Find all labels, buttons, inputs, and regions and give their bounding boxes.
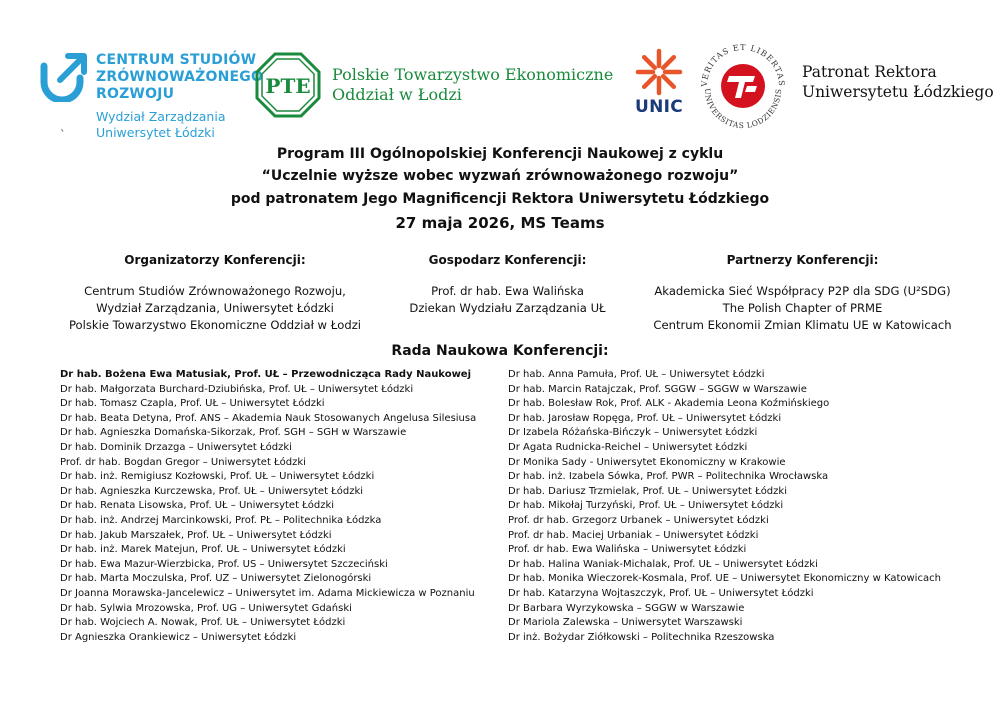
ul-seal-logo: [697, 40, 789, 132]
council-member: Dr hab. Dariusz Trzmielak, Prof. UŁ – Uniwersytet Łódzki: [508, 485, 787, 497]
host-section: [390, 252, 625, 317]
host-line: Prof. dr hab. Ewa Walińska: [431, 284, 584, 298]
council-member: Dr hab. Agnieszka Domańska-Sikorzak, Prof. SGH – SGH w Warszawie: [60, 427, 407, 439]
host-line: Dziekan Wydziału Zarządzania UŁ: [409, 301, 606, 315]
council-member: Dr hab. Bolesław Rok, Prof. ALK - Akademia Leona Koźmińskiego: [508, 398, 830, 410]
council-member: Dr Monika Sady - Uniwersytet Ekonomiczny w Krakowie: [508, 456, 786, 468]
council-member: Dr hab. Wojciech A. Nowak, Prof. UŁ – Uniwersytet Łódzki: [60, 617, 346, 629]
organizer-line: Centrum Studiów Zrównoważonego Rozwoju,: [84, 284, 346, 298]
council-member: Dr hab. Katarzyna Wojtaszczyk, Prof. UŁ – Uniwersytet Łódzki: [508, 587, 814, 599]
council-member: Dr hab. Mikołaj Turzyński, Prof. UŁ – Uniwersytet Łódzki: [508, 500, 784, 512]
council-member: Dr hab. Anna Pamuła, Prof. UŁ – Uniwersytet Łódzki: [508, 369, 765, 380]
council-member: Dr hab. Bożena Ewa Matusiak, Prof. UŁ – Przewodnicząca Rady Naukowej: [60, 369, 472, 380]
council-member: Dr Agata Rudnicka-Reichel – Uniwersytet Łódzki: [508, 441, 748, 453]
council-member: Dr hab. inż. Izabela Sówka, Prof. PWR – Politechnika Wrocławska: [508, 471, 829, 483]
stray-mark: `: [60, 128, 66, 141]
organizer-line: Wydział Zarządzania, Uniwersytet Łódzki: [96, 301, 334, 315]
council-member: Dr hab. Jakub Marszałek, Prof. UŁ – Uniwersytet Łódzki: [60, 529, 332, 541]
council-member: Dr hab. Dominik Drzazga – Uniwersytet Łódzki: [60, 441, 292, 453]
council-member: Prof. dr hab. Ewa Walińska – Uniwersytet Łódzki: [508, 544, 747, 556]
pte-emblem-icon: [255, 52, 321, 118]
ul-seal-icon: [697, 40, 789, 132]
pte-logo: [255, 52, 635, 120]
unic-star-icon: [632, 48, 686, 96]
organizers-heading: Organizatorzy Konferencji:: [124, 253, 306, 267]
conference-date: 27 maja 2026, MS Teams: [395, 214, 605, 232]
conference-title: “Uczelnie wyższe wobec wyzwań zrównoważonego rozwoju”: [261, 168, 739, 184]
council-member: Dr hab. Ewa Mazur-Wierzbicka, Prof. US – Uniwersytet Szczeciński: [60, 558, 388, 570]
unic-label: UNIC: [634, 97, 684, 117]
organizer-line: Polskie Towarzystwo Ekonomiczne Oddział w Łodzi: [68, 318, 362, 332]
program-title: Program III Ogólnopolskiej Konferencji Naukowej z cyklu: [276, 146, 724, 162]
council-member: Dr Barbara Wyrzykowska – SGGW w Warszawie: [508, 602, 745, 614]
council-heading: Rada Naukowa Konferencji:: [391, 343, 609, 359]
council-member: Dr hab. Jarosław Ropęga, Prof. UŁ – Uniwersytet Łódzki: [508, 412, 782, 424]
council-member: Dr hab. Tomasz Czapla, Prof. UŁ – Uniwersytet Łódzki: [60, 398, 325, 410]
csr-sub-line: Wydział Zarządzania: [96, 109, 226, 124]
csr-title-line: CENTRUM STUDIÓW: [96, 52, 257, 68]
csr-arrow-icon: [38, 50, 90, 102]
council-member: Dr hab. inż. Marek Matejun, Prof. UŁ – Uniwersytet Łódzki: [60, 544, 346, 556]
patronage-line: Uniwersytetu Łódzkiego: [802, 83, 994, 101]
partner-line: Akademicka Sieć Współpracy P2P dla SDG (U²SDG): [654, 284, 951, 298]
svg-text:VERITAS ET LIBERTAS: VERITAS ET LIBERTAS: [699, 42, 787, 88]
council-member: Dr hab. inż. Andrzej Marcinkowski, Prof. PŁ – Politechnika Łódzka: [60, 514, 382, 526]
partners-heading: Partnerzy Konferencji:: [726, 253, 879, 267]
csr-title-line: ZRÓWNOWAŻONEGO: [96, 69, 264, 85]
council-member: Dr hab. Halina Waniak-Michalak, Prof. UŁ – Uniwersytet Łódzki: [508, 558, 818, 570]
patronage-line: Patronat Rektora: [802, 63, 937, 81]
patronage-text: [802, 62, 994, 102]
council-member: Dr Izabela Różańska-Bińczyk – Uniwersytet Łódzki: [508, 427, 758, 439]
csr-logo: [38, 48, 268, 143]
council-member: Prof. dr hab. Maciej Urbaniak – Uniwersytet Łódzki: [508, 529, 759, 541]
organizers-section: [55, 252, 375, 334]
council-member: Dr Mariola Zalewska – Uniwersytet Warszawski: [508, 617, 743, 629]
council-member: Dr hab. Renata Lisowska, Prof. UŁ – Uniwersytet Łódzki: [60, 500, 335, 512]
council-member: Dr hab. Małgorzata Burchard-Dziubińska, Prof. UŁ – Uniwersytet Łódzki: [60, 383, 414, 395]
council-member: Dr hab. Beata Detyna, Prof. ANS – Akademia Nauk Stosowanych Angelusa Silesiusa: [60, 412, 477, 424]
pte-emblem-text: PTE: [265, 74, 311, 98]
partners-section: [640, 252, 965, 334]
unic-logo: [632, 48, 686, 120]
csr-sub-line: Uniwersytet Łódzki: [96, 125, 215, 140]
patronage-subtitle: pod patronatem Jego Magnificencji Rektora Uniwersytetu Łódzkiego: [230, 191, 770, 207]
partner-line: The Polish Chapter of PRME: [722, 301, 883, 315]
csr-title-line: ROZWOJU: [96, 86, 175, 102]
council-member: Dr hab. Marta Moczulska, Prof. UZ – Uniwersytet Zielonogórski: [60, 573, 372, 585]
council-member: Dr Joanna Morawska-Jancelewicz – Uniwersytet im. Adama Mickiewicza w Poznaniu: [60, 587, 475, 599]
council-member: Dr Agnieszka Orankiewicz – Uniwersytet Łódzki: [60, 631, 297, 643]
council-list-right: [508, 368, 941, 645]
council-member: Dr hab. Marcin Ratajczak, Prof. SGGW – SGGW w Warszawie: [508, 383, 807, 395]
council-member: Dr inż. Bożydar Ziółkowski – Politechnika Rzeszowska: [508, 631, 775, 643]
council-member: Dr hab. Agnieszka Kurczewska, Prof. UŁ – Uniwersytet Łódzki: [60, 485, 364, 497]
partner-line: Centrum Ekonomii Zmian Klimatu UE w Katowicach: [653, 318, 952, 332]
council-member: Dr hab. inż. Remigiusz Kozłowski, Prof. UŁ – Uniwersytet Łódzki: [60, 471, 375, 483]
council-list-left: [60, 368, 476, 645]
council-member: Dr hab. Sylwia Mrozowska, Prof. UG – Uniwersytet Gdański: [60, 602, 352, 614]
council-member: Prof. dr hab. Bogdan Gregor – Uniwersytet Łódzki: [60, 456, 306, 468]
council-member: Dr hab. Monika Wieczorek-Kosmala, Prof. UE – Uniwersytet Ekonomiczny w Katowicach: [508, 573, 941, 585]
host-heading: Gospodarz Konferencji:: [428, 253, 587, 267]
svg-text:UNIVERSITAS LODZIENSIS: UNIVERSITAS LODZIENSIS: [702, 88, 784, 131]
pte-name-line: Polskie Towarzystwo Ekonomiczne: [332, 65, 614, 84]
pte-name-line: Oddział w Łodzi: [332, 85, 462, 104]
council-member: Prof. dr hab. Grzegorz Urbanek – Uniwersytet Łódzki: [508, 514, 769, 526]
